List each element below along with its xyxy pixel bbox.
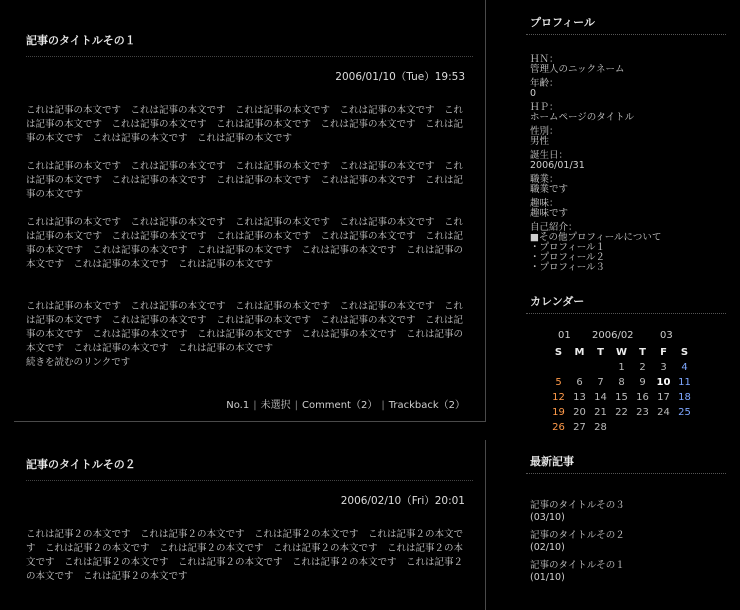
recent-post-date: (02/10) (530, 542, 565, 553)
profile-value: 男性 (530, 136, 550, 147)
weekday-label: T (639, 347, 646, 358)
post-paragraph: これは記事の本文です これは記事の本文です これは記事の本文です これは記事の本文です これは記事の本文です これは記事の本文です これは記事の本文です これは記事の本文です これは記事の本文です これは記事の本文です これは記事の本文です これは記事の本文です これは記事の本文です これは記事の本文です これは記事の本文です (26, 301, 464, 354)
post-body (26, 528, 465, 584)
post-date: 2006/02/10（Fri）20:01 (340, 495, 465, 507)
profile-intro (530, 223, 726, 273)
calendar-day: 11 (678, 377, 691, 388)
post-number-link[interactable]: No.1 (226, 400, 250, 411)
post-date: 2006/01/10（Tue）19:53 (335, 71, 465, 83)
recent-post-title: 記事のタイトルその２ (530, 530, 625, 541)
calendar-day: 9 (639, 377, 646, 388)
post-paragraph: これは記事の本文です これは記事の本文です これは記事の本文です これは記事の本文です これは記事の本文です これは記事の本文です これは記事の本文です これは記事の本文です これは記事の本文です これは記事の本文です これは記事の本文です これは記事の本文です これは記事の本文です これは記事の本文です これは記事の本文です (26, 217, 464, 270)
recent-post-item[interactable] (530, 500, 726, 524)
profile-item (530, 79, 726, 99)
calendar-day (674, 420, 695, 435)
intro-line: ・プロフィール３ (530, 262, 606, 273)
calendar-day: 12 (552, 392, 565, 403)
calendar-day-link[interactable]: 10 (656, 377, 671, 388)
recent-post-date: (03/10) (530, 512, 565, 523)
profile-label: 職業： (530, 174, 559, 185)
prev-month-link[interactable]: 01 (558, 330, 571, 341)
post-title[interactable]: 記事のタイトルその１ (26, 32, 473, 57)
calendar-day: 23 (636, 407, 649, 418)
post-2 (14, 440, 486, 610)
post-title[interactable]: 記事のタイトルその２ (26, 456, 473, 481)
calendar-day: 17 (657, 392, 670, 403)
calendar-heading: カレンダー (526, 277, 726, 314)
calendar-day: 4 (681, 362, 688, 373)
profile-item (530, 127, 726, 147)
calendar-day: 8 (618, 377, 625, 388)
calendar-day (590, 360, 611, 375)
calendar-day (569, 360, 590, 375)
main-column (14, 0, 486, 610)
calendar-day: 27 (573, 422, 586, 433)
calendar-nav (526, 330, 726, 341)
read-more-link[interactable]: 続きを読むのリンクです (26, 357, 131, 368)
recent-post-item[interactable] (530, 560, 726, 584)
profile-item (530, 55, 726, 75)
recent-post-title: 記事のタイトルその３ (530, 500, 625, 511)
calendar-day: 1 (618, 362, 625, 373)
profile-label: 性別： (530, 126, 559, 137)
profile-label: 趣味： (530, 198, 559, 209)
calendar (526, 314, 726, 435)
recent-heading: 最新記事 (526, 435, 726, 474)
weekday-label: T (597, 347, 604, 358)
profile-item (530, 103, 726, 123)
calendar-day: 28 (594, 422, 607, 433)
calendar-day: 3 (660, 362, 667, 373)
post-paragraph: これは記事の本文です これは記事の本文です これは記事の本文です これは記事の本文です これは記事の本文です これは記事の本文です これは記事の本文です これは記事の本文です これは記事の本文です (26, 161, 464, 200)
weekday-label: S (554, 347, 563, 358)
calendar-day: 5 (555, 377, 562, 388)
next-month-link[interactable]: 03 (660, 330, 673, 341)
post-paragraph: これは記事２の本文です これは記事２の本文です これは記事２の本文です これは記事２の本文です これは記事２の本文です これは記事２の本文です これは記事２の本文です これは記事２の本文です これは記事２の本文です これは記事２の本文です これは記事２の本文です これは記事２の本文です これは記事２の本文です (26, 529, 464, 582)
weekday-label: M (574, 347, 585, 358)
profile-value: 趣味です (530, 208, 569, 219)
calendar-day: 6 (576, 377, 583, 388)
calendar-day: 20 (573, 407, 586, 418)
calendar-day: 21 (594, 407, 607, 418)
profile-section (526, 35, 726, 273)
recent-post-title: 記事のタイトルその１ (530, 560, 625, 571)
profile-value: 職業です (530, 184, 569, 195)
calendar-day: 7 (597, 377, 604, 388)
profile-item (530, 199, 726, 219)
calendar-day (548, 360, 569, 375)
calendar-day: 2 (639, 362, 646, 373)
calendar-day: 13 (573, 392, 586, 403)
calendar-day: 16 (636, 392, 649, 403)
recent-post-date: (01/10) (530, 572, 565, 583)
profile-label: 誕生日： (530, 150, 569, 161)
intro-line: ・プロフィール２ (530, 252, 606, 263)
post-1 (14, 0, 486, 422)
category-link[interactable]: 未選択 (260, 400, 291, 411)
calendar-day (653, 420, 674, 435)
post-footer: No.1 | 未選択 | Comment（2） | Trackback（2） (226, 400, 465, 411)
calendar-day: 15 (615, 392, 628, 403)
profile-heading: プロフィール (526, 0, 726, 35)
sidebar (526, 0, 726, 590)
calendar-day: 26 (552, 422, 565, 433)
profile-value: 管理人のニックネーム (530, 64, 625, 75)
weekday-label: S (680, 347, 689, 358)
calendar-day (632, 420, 653, 435)
profile-value: 2006/01/31 (530, 160, 585, 171)
weekday-label: W (615, 347, 628, 358)
calendar-day: 24 (657, 407, 670, 418)
profile-item (530, 151, 726, 171)
calendar-day: 19 (552, 407, 565, 418)
current-month: 2006/02 (592, 330, 634, 341)
intro-line: ■その他プロフィールについて (530, 232, 662, 243)
recent-posts (526, 474, 726, 584)
weekday-label: F (660, 347, 667, 358)
profile-label: 年齢： (530, 78, 559, 89)
calendar-day: 22 (615, 407, 628, 418)
recent-post-item[interactable] (530, 530, 726, 554)
profile-label: ＨＰ： (530, 102, 559, 113)
calendar-day: 18 (678, 392, 691, 403)
calendar-day: 14 (594, 392, 607, 403)
intro-line: ・プロフィール１ (530, 242, 606, 253)
profile-value: 0 (530, 88, 537, 99)
post-body (26, 104, 465, 370)
calendar-day: 25 (678, 407, 691, 418)
profile-label: 自己紹介： (530, 222, 578, 233)
trackback-link[interactable]: Trackback（2） (388, 400, 465, 411)
profile-item (530, 175, 726, 195)
profile-label: ＨＮ： (530, 54, 559, 65)
comment-link[interactable]: Comment（2） (301, 400, 378, 411)
calendar-day (611, 420, 632, 435)
post-paragraph: これは記事の本文です これは記事の本文です これは記事の本文です これは記事の本文です これは記事の本文です これは記事の本文です これは記事の本文です これは記事の本文です これは記事の本文です これは記事の本文です これは記事の本文です (26, 105, 464, 144)
calendar-grid (548, 345, 695, 435)
profile-value: ホームページのタイトル (530, 112, 635, 123)
